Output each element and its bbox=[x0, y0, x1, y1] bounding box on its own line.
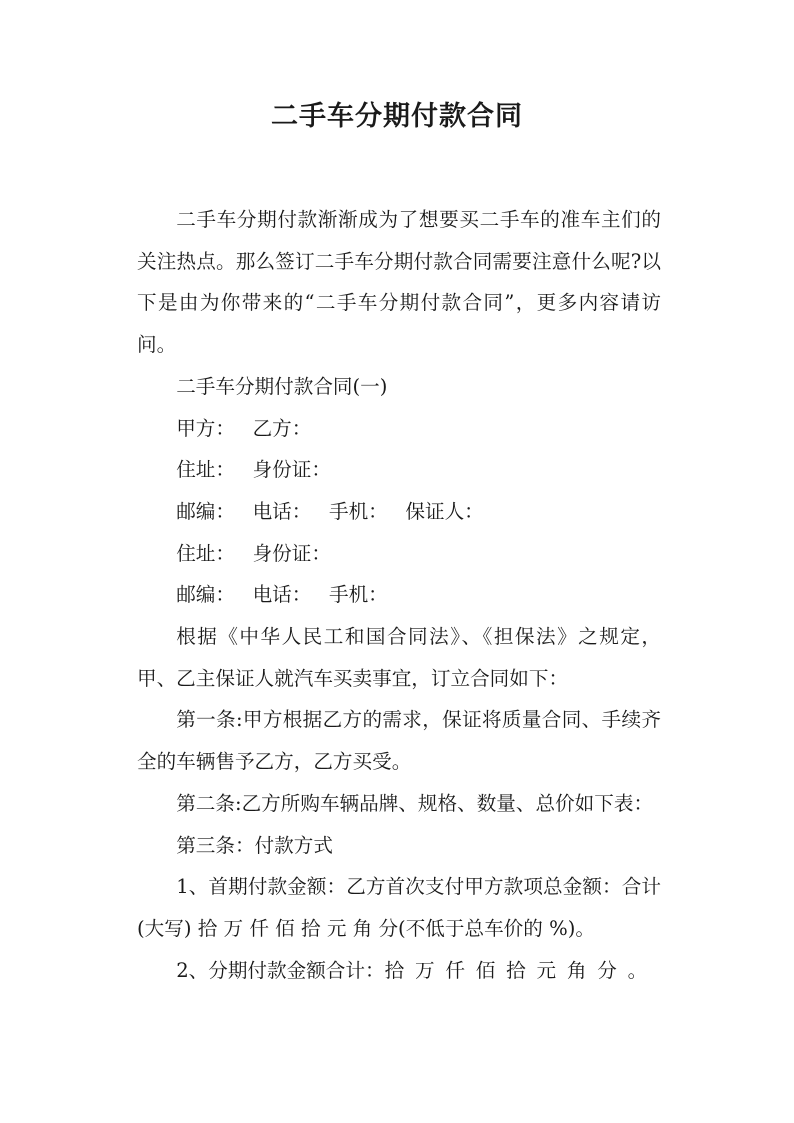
address-line-2 bbox=[137, 533, 661, 575]
article-2: 第二条:乙方所购车辆品牌、规格、数量、总价如下表： bbox=[176, 791, 654, 815]
contract-heading: 二手车分期付款合同(一) bbox=[176, 374, 388, 398]
party-a-label: 甲方： bbox=[176, 416, 235, 440]
postcode-label: 邮编： bbox=[176, 499, 235, 523]
basis-paragraph: 根据《中华人民工和国合同法》、《担保法》之规定，甲、乙主保证人就汽车买卖事宜，订立合同如下： bbox=[137, 625, 661, 690]
address-label: 住址： bbox=[176, 458, 235, 482]
address-line-1 bbox=[137, 449, 661, 491]
guarantor-phone-label: 电话： bbox=[252, 583, 312, 607]
article-1: 第一条:甲方根据乙方的需求，保证将质量合同、手续齐全的车辆售予乙方，乙方买受。 bbox=[137, 708, 661, 774]
intro-paragraph: 二手车分期付款渐渐成为了想要买二手车的准车主们的关注热点。那么签订二手车分期付款合同需要注意什么呢?以下是由为你带来的“二手车分期付款合同”，更多内容请访问。 bbox=[137, 208, 661, 357]
document-title: 二手车分期付款合同 bbox=[271, 101, 523, 132]
id-card-label: 身份证： bbox=[252, 458, 331, 482]
item-2-prefix: 2、分期付款金额合计： bbox=[176, 958, 385, 982]
item-2 bbox=[137, 950, 661, 992]
contact-line-2 bbox=[137, 574, 661, 616]
guarantor-id-card-label: 身份证： bbox=[252, 541, 331, 565]
guarantor-address-label: 住址： bbox=[176, 541, 235, 565]
item-1: 1、首期付款金额：乙方首次支付甲方款项总金额：合计(大写) 拾 万 仟 佰 拾 元 角 分(不低于总车价的 %)。 bbox=[137, 875, 661, 940]
guarantor-mobile-label: 手机： bbox=[329, 583, 388, 607]
party-b-label: 乙方： bbox=[252, 416, 312, 440]
guarantor-label: 保证人： bbox=[405, 499, 484, 523]
document-body bbox=[137, 199, 661, 991]
article-3: 第三条：付款方式 bbox=[176, 833, 333, 857]
contact-line-1 bbox=[137, 491, 661, 533]
guarantor-postcode-label: 邮编： bbox=[176, 583, 235, 607]
item-2-amount: 拾万仟佰拾元角分。 bbox=[384, 958, 658, 982]
party-line bbox=[137, 408, 661, 450]
phone-label: 电话： bbox=[252, 499, 312, 523]
mobile-label: 手机： bbox=[329, 499, 388, 523]
